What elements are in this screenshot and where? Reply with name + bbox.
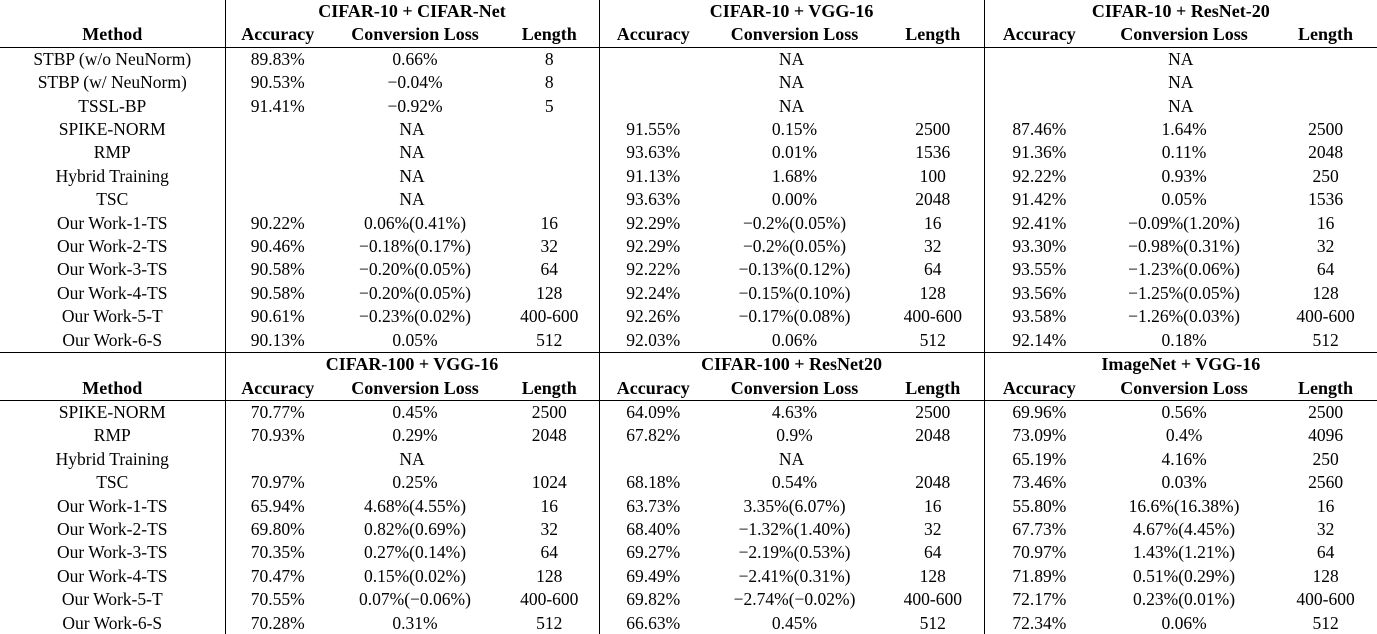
accuracy-cell: 65.94%	[225, 495, 330, 518]
length-cell: 512	[536, 329, 563, 350]
conversion-loss-cell: 0.05%	[392, 329, 438, 350]
conversion-loss-cell: 16.6%(16.38%)	[1128, 495, 1240, 516]
conversion-loss-cell: 0.9%	[776, 425, 813, 446]
accuracy-cell: 67.82%	[599, 424, 707, 447]
method-cell: Our Work-1-TS	[56, 495, 168, 516]
length-cell: 64	[1316, 542, 1335, 563]
accuracy-cell: 66.63%	[599, 612, 707, 634]
accuracy-cell: 93.30%	[984, 235, 1094, 258]
conversion-loss-cell: −1.32%(1.40%)	[738, 518, 851, 539]
length-cell: 16	[1316, 495, 1335, 516]
accuracy-cell: 92.03%	[599, 329, 707, 353]
group-header-cifar-100-vgg-16: CIFAR-100 + VGG-16	[225, 353, 599, 377]
na-cell: NA	[599, 71, 984, 94]
conversion-loss-cell: −1.26%(0.03%)	[1128, 306, 1241, 327]
accuracy-cell: 93.63%	[599, 188, 707, 211]
col-header-accuracy: Accuracy	[599, 377, 707, 401]
conversion-loss-cell: 0.07%(−0.06%)	[359, 589, 471, 610]
accuracy-cell: 70.35%	[225, 541, 330, 564]
length-cell: 2500	[531, 401, 567, 422]
conversion-loss-cell: 0.05%	[1161, 189, 1207, 210]
accuracy-cell: 93.63%	[599, 141, 707, 164]
method-cell: RMP	[93, 142, 131, 163]
conversion-loss-cell: −1.25%(0.05%)	[1128, 282, 1241, 303]
row-stbp-w-o-neunorm	[0, 47, 1377, 71]
length-cell: 2048	[915, 189, 951, 210]
accuracy-cell: 93.56%	[984, 282, 1094, 305]
length-cell: 64	[924, 259, 942, 280]
length-cell: 4096	[1308, 425, 1344, 446]
accuracy-cell: 92.14%	[984, 329, 1094, 353]
method-cell: TSC	[96, 472, 129, 493]
conversion-loss-cell: −0.92%	[387, 95, 443, 116]
row-our-work-2-ts	[0, 518, 1377, 541]
conversion-loss-cell: 0.15%	[771, 119, 818, 140]
length-cell: 2500	[1308, 401, 1344, 422]
accuracy-cell: 93.55%	[984, 258, 1094, 281]
conversion-loss-cell: −0.98%(0.31%)	[1128, 236, 1241, 257]
accuracy-cell: 90.58%	[225, 258, 330, 281]
conversion-loss-cell: 0.25%	[392, 472, 438, 493]
accuracy-cell: 89.83%	[225, 47, 330, 71]
conversion-loss-cell: 1.64%	[1161, 119, 1207, 140]
row-our-work-1-ts	[0, 495, 1377, 518]
length-cell: 16	[540, 495, 559, 516]
row-hybrid-training	[0, 448, 1377, 471]
conversion-loss-cell: −0.20%(0.05%)	[359, 259, 471, 280]
accuracy-cell: 90.53%	[225, 71, 330, 94]
accuracy-cell: 92.29%	[599, 235, 707, 258]
length-cell: 512	[882, 612, 984, 634]
accuracy-cell: 72.34%	[984, 612, 1094, 634]
accuracy-cell: 93.58%	[984, 305, 1094, 328]
method-cell: Our Work-5-T	[61, 306, 163, 327]
accuracy-cell: 73.09%	[984, 424, 1094, 447]
length-cell: 32	[924, 518, 942, 539]
conversion-loss-cell: −0.04%	[387, 72, 443, 93]
col-header-length: Length	[1274, 23, 1377, 47]
length-cell: 250	[1312, 165, 1339, 186]
accuracy-cell: 70.97%	[225, 471, 330, 494]
length-cell: 100	[919, 165, 946, 186]
accuracy-cell: 73.46%	[984, 471, 1094, 494]
length-cell: 128	[1312, 282, 1339, 303]
length-cell: 32	[1316, 236, 1335, 257]
length-cell: 128	[1312, 565, 1339, 586]
length-cell: 400-600	[903, 589, 962, 610]
accuracy-cell: 70.47%	[225, 565, 330, 588]
method-cell: TSSL-BP	[78, 95, 147, 116]
length-cell: 2048	[1308, 142, 1344, 163]
conversion-loss-cell: 0.45%	[707, 612, 882, 634]
accuracy-cell: 90.46%	[225, 235, 330, 258]
na-cell: NA	[599, 448, 984, 471]
length-cell: 512	[500, 612, 599, 634]
accuracy-cell: 92.26%	[599, 305, 707, 328]
conversion-loss-cell: 0.29%	[392, 425, 438, 446]
accuracy-cell: 70.93%	[225, 424, 330, 447]
length-cell: 64	[540, 259, 559, 280]
conversion-loss-cell: 4.68%(4.55%)	[363, 495, 467, 516]
row-our-work-6-s	[0, 612, 1377, 634]
na-cell: NA	[984, 95, 1377, 118]
accuracy-cell: 69.80%	[225, 518, 330, 541]
length-cell: 512	[919, 329, 946, 350]
accuracy-cell: 92.29%	[599, 212, 707, 235]
method-cell: Our Work-5-T	[61, 589, 163, 610]
length-cell: 16	[924, 495, 942, 516]
conversion-loss-cell: 0.23%(0.01%)	[1133, 589, 1236, 610]
conversion-loss-cell: −2.74%(−0.02%)	[733, 589, 856, 610]
group-header-cifar-10-vgg-16: CIFAR-10 + VGG-16	[599, 0, 984, 23]
conversion-loss-cell: −0.09%(1.20%)	[1128, 212, 1241, 233]
accuracy-cell: 70.55%	[225, 588, 330, 611]
row-tsc	[0, 471, 1377, 494]
length-cell: 2500	[915, 119, 951, 140]
table-bottom-half	[0, 353, 1377, 634]
col-header-length: Length	[882, 23, 984, 47]
length-cell: 2500	[1308, 119, 1344, 140]
accuracy-cell: 90.61%	[225, 305, 330, 328]
method-cell: RMP	[93, 425, 131, 446]
row-spike-norm	[0, 400, 1377, 424]
length-cell: 16	[540, 212, 559, 233]
conversion-loss-cell: 0.27%(0.14%)	[363, 542, 467, 563]
method-cell: Our Work-3-TS	[56, 542, 168, 563]
conversion-loss-cell: −0.2%(0.05%)	[742, 212, 847, 233]
conversion-loss-cell: −0.15%(0.10%)	[738, 282, 851, 303]
conversion-loss-cell: 0.56%	[1161, 401, 1207, 422]
col-header-accuracy: Accuracy	[599, 23, 707, 47]
col-header-accuracy: Accuracy	[225, 23, 330, 47]
conversion-loss-cell: 0.18%	[1161, 329, 1207, 350]
length-cell: 2048	[915, 425, 951, 446]
accuracy-cell: 67.73%	[984, 518, 1094, 541]
conversion-loss-cell: 0.66%	[392, 48, 438, 69]
length-cell: 1024	[531, 472, 567, 493]
row-our-work-2-ts	[0, 235, 1377, 258]
length-cell: 32	[540, 518, 559, 539]
accuracy-cell: 70.77%	[225, 400, 330, 424]
col-header-loss: Conversion Loss	[330, 377, 500, 401]
na-cell: NA	[225, 188, 599, 211]
accuracy-cell: 92.22%	[599, 258, 707, 281]
conversion-loss-cell: 4.67%(4.45%)	[1133, 518, 1236, 539]
method-cell: Our Work-2-TS	[56, 518, 168, 539]
method-cell: Our Work-6-S	[0, 612, 225, 634]
length-cell: 64	[540, 542, 559, 563]
accuracy-cell: 55.80%	[984, 495, 1094, 518]
method-cell: SPIKE-NORM	[58, 401, 166, 422]
method-cell: Our Work-4-TS	[56, 282, 168, 303]
na-cell: NA	[225, 165, 599, 188]
length-cell: 16	[924, 212, 942, 233]
length-cell: 32	[1316, 518, 1335, 539]
conversion-loss-cell: 0.54%	[771, 472, 818, 493]
accuracy-cell: 72.17%	[984, 588, 1094, 611]
accuracy-cell: 91.36%	[984, 141, 1094, 164]
accuracy-cell: 90.13%	[225, 329, 330, 353]
length-cell: 1536	[915, 142, 951, 163]
method-cell: Our Work-2-TS	[56, 236, 168, 257]
accuracy-cell: 68.40%	[599, 518, 707, 541]
conversion-loss-cell: 0.4%	[1165, 425, 1203, 446]
conversion-loss-cell: 1.43%(1.21%)	[1133, 542, 1236, 563]
accuracy-cell: 69.96%	[984, 400, 1094, 424]
method-column-header: Method	[0, 23, 225, 47]
col-header-length: Length	[500, 377, 599, 401]
accuracy-cell: 70.97%	[984, 541, 1094, 564]
row-our-work-4-ts	[0, 282, 1377, 305]
method-cell: Our Work-4-TS	[56, 565, 168, 586]
length-cell: 32	[924, 236, 942, 257]
row-our-work-1-ts	[0, 212, 1377, 235]
conversion-loss-cell: 0.93%	[1161, 165, 1207, 186]
conversion-loss-cell: 0.06%	[771, 329, 818, 350]
length-cell: 128	[536, 282, 563, 303]
conversion-loss-cell: 4.63%	[771, 401, 818, 422]
accuracy-cell: 91.55%	[599, 118, 707, 141]
row-spike-norm	[0, 118, 1377, 141]
length-cell: 2048	[915, 472, 951, 493]
group-header-cifar-100-resnet20: CIFAR-100 + ResNet20	[599, 353, 984, 377]
row-our-work-5-t	[0, 305, 1377, 328]
length-cell: 512	[1274, 612, 1377, 634]
conversion-loss-cell: −0.13%(0.12%)	[738, 259, 851, 280]
conversion-loss-cell: 0.15%(0.02%)	[363, 565, 467, 586]
length-cell: 400-600	[903, 306, 962, 327]
length-cell: 64	[1316, 259, 1335, 280]
length-cell: 32	[540, 236, 559, 257]
accuracy-cell: 90.58%	[225, 282, 330, 305]
method-cell: SPIKE-NORM	[58, 119, 166, 140]
conversion-loss-cell: −1.23%(0.06%)	[1128, 259, 1241, 280]
length-cell: 2560	[1308, 472, 1344, 493]
length-cell: 2500	[915, 401, 951, 422]
row-tssl-bp	[0, 95, 1377, 118]
method-cell: Hybrid Training	[55, 165, 169, 186]
method-cell: Our Work-1-TS	[56, 212, 168, 233]
method-cell: Hybrid Training	[55, 448, 169, 469]
conversion-loss-cell: 3.35%(6.07%)	[743, 495, 846, 516]
accuracy-cell: 71.89%	[984, 565, 1094, 588]
accuracy-cell: 68.18%	[599, 471, 707, 494]
row-stbp-w-neunorm	[0, 71, 1377, 94]
length-cell: 128	[919, 282, 946, 303]
conversion-loss-cell: 0.06%(0.41%)	[363, 212, 467, 233]
na-cell: NA	[984, 71, 1377, 94]
length-cell: 512	[1312, 329, 1339, 350]
accuracy-cell: 69.27%	[599, 541, 707, 564]
na-cell: NA	[599, 47, 984, 71]
length-cell: 5	[544, 95, 554, 116]
row-our-work-4-ts	[0, 565, 1377, 588]
length-cell: 250	[1312, 448, 1339, 469]
conversion-loss-cell: 0.31%	[330, 612, 500, 634]
col-header-length: Length	[882, 377, 984, 401]
col-header-length: Length	[500, 23, 599, 47]
method-cell: STBP (w/o NeuNorm)	[33, 48, 192, 69]
na-cell: NA	[599, 95, 984, 118]
accuracy-cell: 90.22%	[225, 212, 330, 235]
row-our-work-5-t	[0, 588, 1377, 611]
col-header-accuracy: Accuracy	[984, 23, 1094, 47]
accuracy-cell: 92.24%	[599, 282, 707, 305]
conversion-loss-cell: 0.51%(0.29%)	[1133, 565, 1236, 586]
accuracy-cell: 91.41%	[225, 95, 330, 118]
col-header-loss: Conversion Loss	[707, 23, 882, 47]
col-header-length: Length	[1274, 377, 1377, 401]
row-rmp	[0, 424, 1377, 447]
method-cell: TSC	[96, 189, 129, 210]
method-cell: Our Work-3-TS	[56, 259, 168, 280]
accuracy-cell: 91.13%	[599, 165, 707, 188]
conversion-loss-cell: −2.41%(0.31%)	[738, 565, 851, 586]
col-header-loss: Conversion Loss	[1094, 23, 1274, 47]
length-cell: 400-600	[1296, 589, 1355, 610]
length-cell: 128	[536, 565, 563, 586]
length-cell: 400-600	[1296, 306, 1355, 327]
accuracy-cell: 92.41%	[984, 212, 1094, 235]
length-cell: 400-600	[520, 306, 579, 327]
conversion-loss-cell: 1.68%	[771, 165, 818, 186]
conversion-loss-cell: −0.20%(0.05%)	[359, 282, 471, 303]
length-cell: 16	[1316, 212, 1335, 233]
na-cell: NA	[225, 118, 599, 141]
col-header-loss: Conversion Loss	[707, 377, 882, 401]
length-cell: 8	[544, 48, 554, 69]
accuracy-cell: 91.42%	[984, 188, 1094, 211]
accuracy-cell: 64.09%	[599, 400, 707, 424]
length-cell: 8	[544, 72, 554, 93]
method-column-header: Method	[0, 377, 225, 401]
row-hybrid-training	[0, 165, 1377, 188]
length-cell: 128	[919, 565, 946, 586]
row-rmp	[0, 141, 1377, 164]
method-cell: Our Work-6-S	[62, 329, 163, 350]
conversion-loss-cell: 0.06%	[1094, 612, 1274, 634]
na-cell: NA	[225, 448, 599, 471]
col-header-loss: Conversion Loss	[1094, 377, 1274, 401]
accuracy-cell: 63.73%	[599, 495, 707, 518]
accuracy-cell: 69.49%	[599, 565, 707, 588]
conversion-loss-cell: −0.18%(0.17%)	[359, 236, 471, 257]
row-tsc	[0, 188, 1377, 211]
accuracy-cell: 87.46%	[984, 118, 1094, 141]
conversion-loss-cell: 0.11%	[1161, 142, 1207, 163]
col-header-accuracy: Accuracy	[225, 377, 330, 401]
accuracy-cell: 69.82%	[599, 588, 707, 611]
conversion-loss-cell: 0.00%	[771, 189, 818, 210]
col-header-accuracy: Accuracy	[984, 377, 1094, 401]
row-our-work-6-s	[0, 329, 1377, 353]
corner-cell	[0, 0, 225, 23]
row-our-work-3-ts	[0, 258, 1377, 281]
corner-cell	[0, 353, 225, 377]
accuracy-cell: 65.19%	[984, 448, 1094, 471]
group-header-imagenet-vgg-16: ImageNet + VGG-16	[984, 353, 1377, 377]
accuracy-cell: 70.28%	[225, 612, 330, 634]
length-cell: 2048	[531, 425, 567, 446]
conversion-loss-cell: −0.23%(0.02%)	[359, 306, 471, 327]
length-cell: 400-600	[520, 589, 579, 610]
conversion-loss-cell: 0.03%	[1161, 472, 1207, 493]
conversion-loss-cell: 4.16%	[1161, 448, 1207, 469]
row-our-work-3-ts	[0, 541, 1377, 564]
conversion-loss-cell: −0.2%(0.05%)	[742, 236, 847, 257]
conversion-loss-cell: 0.01%	[771, 142, 818, 163]
accuracy-cell: 92.22%	[984, 165, 1094, 188]
length-cell: 1536	[1308, 189, 1344, 210]
conversion-loss-cell: −2.19%(0.53%)	[738, 542, 851, 563]
conversion-loss-cell: 0.82%(0.69%)	[363, 518, 467, 539]
na-cell: NA	[225, 141, 599, 164]
length-cell: 64	[924, 542, 942, 563]
col-header-loss: Conversion Loss	[330, 23, 500, 47]
group-header-cifar-10-resnet-20: CIFAR-10 + ResNet-20	[984, 0, 1377, 23]
na-cell: NA	[984, 47, 1377, 71]
method-cell: STBP (w/ NeuNorm)	[37, 72, 187, 93]
conversion-loss-cell: 0.45%	[392, 401, 438, 422]
group-header-cifar-10-cifar-net: CIFAR-10 + CIFAR-Net	[225, 0, 599, 23]
conversion-loss-cell: −0.17%(0.08%)	[738, 306, 851, 327]
